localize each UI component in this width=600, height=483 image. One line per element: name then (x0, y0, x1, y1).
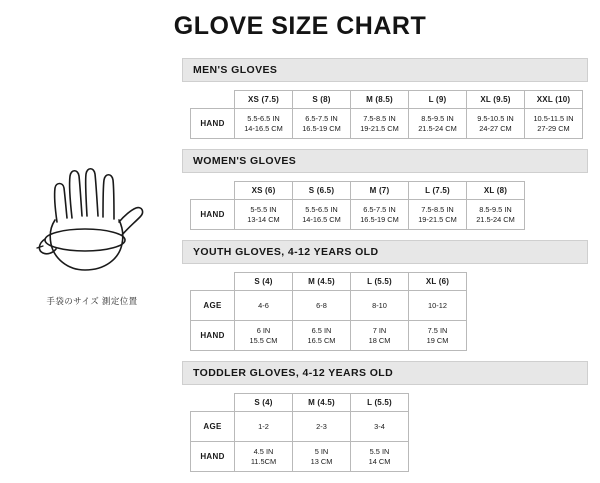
column-header: M (4.5) (293, 273, 351, 291)
cell-line-1: 5.5-6.5 IN (247, 113, 280, 123)
cell-line-1: 1-2 (258, 421, 269, 431)
cell-line-2: 15.5 CM (249, 335, 278, 345)
row-label: HAND (191, 200, 235, 230)
section-heading-womens: WOMEN'S GLOVES (182, 149, 588, 173)
cell-line-2: 19-21.5 CM (418, 214, 457, 224)
table-cell (293, 291, 351, 321)
cell-line-1: 8-10 (372, 300, 387, 310)
column-header: L (5.5) (351, 394, 409, 412)
cell-line-1: 5 IN (314, 446, 329, 456)
table-row (191, 321, 467, 351)
table-cell (235, 109, 293, 139)
cell-line-1: 6.5-7.5 IN (363, 204, 396, 214)
cell-line-1: 5.5-6.5 IN (305, 204, 338, 214)
table-cell (235, 442, 293, 472)
column-header: S (8) (293, 91, 351, 109)
column-header: XS (6) (235, 182, 293, 200)
table-cell (409, 200, 467, 230)
table-cell (235, 200, 293, 230)
table-cell (525, 109, 583, 139)
column-header: M (8.5) (351, 91, 409, 109)
table-cell (467, 200, 525, 230)
table-youth (190, 272, 467, 351)
table-cell (409, 109, 467, 139)
cell-line-1: 8.5-9.5 IN (421, 113, 454, 123)
table-header-row (191, 182, 525, 200)
cell-line-1: 6 IN (256, 325, 271, 335)
table-corner-cell (191, 273, 235, 291)
row-label: HAND (191, 321, 235, 351)
cell-line-1: 9.5-10.5 IN (477, 113, 514, 123)
section-womens (182, 149, 588, 230)
section-heading-toddler: TODDLER GLOVES, 4-12 YEARS OLD (182, 361, 588, 385)
table-cell (409, 321, 467, 351)
table-cell (235, 291, 293, 321)
table-row (191, 412, 409, 442)
column-header: XL (6) (409, 273, 467, 291)
table-corner-cell (191, 394, 235, 412)
cell-line-2: 21.5-24 CM (476, 214, 515, 224)
column-header: XL (9.5) (467, 91, 525, 109)
column-header: XXL (10) (525, 91, 583, 109)
table-toddler (190, 393, 409, 472)
cell-line-1: 7 IN (372, 325, 387, 335)
cell-line-1: 2-3 (316, 421, 327, 431)
table-row (191, 442, 409, 472)
illustration-caption: 手袋のサイズ 測定位置 (46, 296, 138, 306)
cell-line-1: 10.5-11.5 IN (533, 113, 574, 123)
column-header: S (4) (235, 273, 293, 291)
hand-glove-measure-icon (12, 160, 172, 285)
cell-line-2: 14-16.5 CM (244, 123, 283, 133)
cell-line-1: 4.5 IN (253, 446, 274, 456)
table-row (191, 109, 583, 139)
row-label: HAND (191, 442, 235, 472)
cell-line-2: 13 CM (310, 456, 333, 466)
cell-line-2: 16.5-19 CM (302, 123, 341, 133)
row-label: AGE (191, 291, 235, 321)
table-corner-cell (191, 182, 235, 200)
section-heading-youth: YOUTH GLOVES, 4-12 YEARS OLD (182, 240, 588, 264)
column-header: S (4) (235, 394, 293, 412)
table-cell (351, 109, 409, 139)
cell-line-2: 16.5-19 CM (360, 214, 399, 224)
cell-line-2: 14 CM (368, 456, 391, 466)
cell-line-1: 5-5.5 IN (250, 204, 277, 214)
section-heading-mens: MEN'S GLOVES (182, 58, 588, 82)
column-header: XL (8) (467, 182, 525, 200)
cell-line-2: 13-14 CM (247, 214, 280, 224)
column-header: XS (7.5) (235, 91, 293, 109)
row-label: AGE (191, 412, 235, 442)
cell-line-2: 11.5CM (250, 456, 277, 466)
cell-line-1: 7.5-8.5 IN (421, 204, 454, 214)
row-label: HAND (191, 109, 235, 139)
table-cell (293, 442, 351, 472)
cell-line-2: 14-16.5 CM (302, 214, 341, 224)
table-cell (293, 412, 351, 442)
table-cell (351, 412, 409, 442)
column-header: L (7.5) (409, 182, 467, 200)
cell-line-2: 24-27 CM (479, 123, 512, 133)
column-header: L (5.5) (351, 273, 409, 291)
table-header-row (191, 91, 583, 109)
table-cell (293, 109, 351, 139)
table-cell (351, 321, 409, 351)
cell-line-2: 19 CM (426, 335, 449, 345)
table-corner-cell (191, 91, 235, 109)
column-header: L (9) (409, 91, 467, 109)
section-toddler (182, 361, 588, 472)
cell-line-1: 6.5-7.5 IN (305, 113, 338, 123)
table-cell (293, 200, 351, 230)
cell-line-2: 19-21.5 CM (360, 123, 399, 133)
cell-line-1: 5.5 IN (369, 446, 390, 456)
table-mens (190, 90, 583, 139)
cell-line-1: 3-4 (374, 421, 385, 431)
section-youth (182, 240, 588, 351)
cell-line-2: 27-29 CM (537, 123, 570, 133)
cell-line-1: 7.5 IN (427, 325, 448, 335)
table-cell (351, 442, 409, 472)
table-cell (467, 109, 525, 139)
cell-line-1: 8.5-9.5 IN (479, 204, 512, 214)
table-cell (409, 291, 467, 321)
table-womens (190, 181, 525, 230)
table-cell (235, 321, 293, 351)
column-header: M (4.5) (293, 394, 351, 412)
table-cell (351, 291, 409, 321)
cell-line-1: 6.5 IN (311, 325, 332, 335)
table-cell (351, 200, 409, 230)
cell-line-1: 10-12 (428, 300, 447, 310)
table-row (191, 200, 525, 230)
cell-line-1: 4-6 (258, 300, 269, 310)
cell-line-2: 21.5-24 CM (418, 123, 457, 133)
table-cell (293, 321, 351, 351)
cell-line-2: 16.5 CM (307, 335, 336, 345)
table-cell (235, 412, 293, 442)
page-title: GLOVE SIZE CHART (173, 12, 427, 40)
table-row (191, 291, 467, 321)
section-mens (182, 58, 588, 139)
cell-line-2: 18 CM (368, 335, 391, 345)
cell-line-1: 7.5-8.5 IN (363, 113, 396, 123)
hand-measure-illustration (12, 160, 172, 307)
cell-line-1: 6-8 (316, 300, 327, 310)
table-header-row (191, 394, 409, 412)
table-header-row (191, 273, 467, 291)
size-tables-column (182, 58, 588, 482)
column-header: M (7) (351, 182, 409, 200)
column-header: S (6.5) (293, 182, 351, 200)
